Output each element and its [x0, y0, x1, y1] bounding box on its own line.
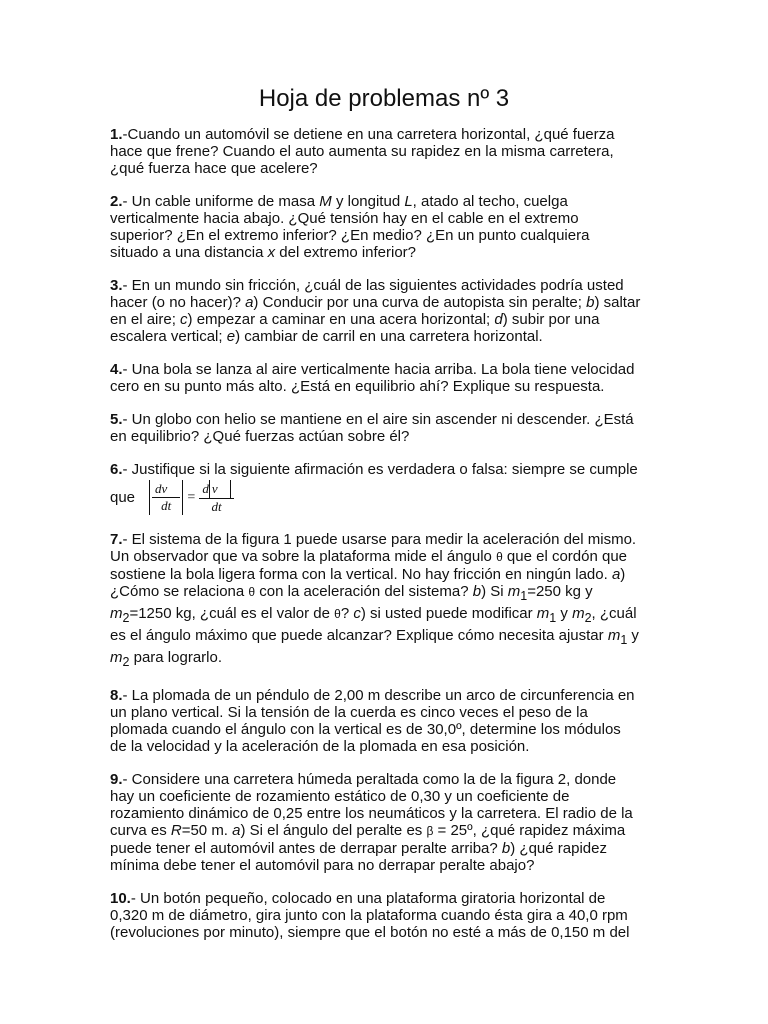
problem-number: 4.: [110, 361, 123, 378]
problem-text: ¿qué fuerza hace que acelere?: [110, 160, 318, 177]
absolute-value: $\frac{dv⃗}{dt}$: [149, 480, 183, 515]
problem-10: 10.- Un botón pequeño, colocado en una plataforma giratoria horizontal de 0,320 m de diámetro, gira junto con la plataforma cuando ésta gira a 40,0 rpm (revoluciones por minuto), siempre que el botón no esté a más de 0,150 m del: [110, 890, 670, 941]
problem-text: en equilibrio? ¿Qué fuerzas actúan sobre él?: [110, 428, 410, 445]
problem-text: -Cuando un automóvil se detiene en una carretera horizontal, ¿qué fuerza: [122, 126, 615, 143]
problem-text: plomada cuando el ángulo con la vertical es de 30,0º, determine los módulos: [110, 721, 621, 738]
problem-text: verticalmente hacia abajo. ¿Qué tensión hay en el cable en el extremo: [110, 210, 579, 227]
problem-number: 9.: [110, 771, 123, 788]
problem-text: (revoluciones por minuto), siempre que el botón no esté a más de 0,150 m del: [110, 924, 630, 941]
problem-1: [110, 126, 670, 177]
problem-number: 6.: [110, 461, 123, 478]
problem-text: rozamiento dinámico de 0,25 entre los neumáticos y la carretera. El radio de la: [110, 805, 633, 822]
problem-3: 3.- En un mundo sin fricción, ¿cuál de las siguientes actividades podría usted hacer (o no hacer)? a) Conducir por una curva de autopista sin peralte; b) saltar en el aire; c) empezar a caminar en una acera horizontal; d) subir por una escalera vertical; e) cambiar de carril en una carretera horizontal.: [110, 277, 641, 345]
problem-number: 10.: [110, 890, 131, 907]
problem-6: 6.- Justifique si la siguiente afirmación es verdadera o falsa: siempre se cumple que $\frac{dv⃗}{dt}$ = d v⃗ dt: [110, 461, 670, 515]
page-title: Hoja de problemas nº 3: [258, 85, 510, 112]
problem-8: 8.- La plomada de un péndulo de 2,00 m describe un arco de circunferencia en un plano vertical. Si la tensión de la cuerda es cinco veces el peso de la plomada cuando el ángulo con la vertical es de 30,0º, determine los módulos de la velocidad y la aceleración de la plomada en esa posición.: [110, 687, 670, 755]
problem-text: de la velocidad y la aceleración de la plomada en esa posición.: [110, 738, 530, 755]
problem-number: 5.: [110, 411, 123, 428]
problem-4: 4.- Una bola se lanza al aire verticalmente hacia arriba. La bola tiene velocidad cero en su punto más alto. ¿Está en equilibrio ahí? Explique su respuesta.: [110, 361, 670, 395]
problem-5: 5.- Un globo con helio se mantiene en el aire sin ascender ni descender. ¿Está en equilibrio? ¿Qué fuerzas actúan sobre él?: [110, 411, 670, 445]
problem-text: 0,320 m de diámetro, gira junto con la plataforma cuando ésta gira a 40,0 rpm: [110, 907, 628, 924]
problem-number: 2.: [110, 193, 123, 210]
problem-text: un plano vertical. Si la tensión de la cuerda es cinco veces el peso de la: [110, 704, 588, 721]
problem-number: 1.: [110, 126, 123, 143]
problem-text: cero en su punto más alto. ¿Está en equilibrio ahí? Explique su respuesta.: [110, 378, 605, 395]
problem-9: 9.- Considere una carretera húmeda peraltada como la de la figura 2, donde hay un coeficiente de rozamiento estático de 0,30 y un coeficiente de rozamiento dinámico de 0,25 entre los neumáticos y la carretera. El radio de la curva es R=50 m. a) Si el ángulo del peralte es β = 25º, ¿qué rapidez máxima puede tener el automóvil antes de derrapar peralte arriba? b) ¿qué rapidez mínima debe tener el automóvil para no derrapar peralte abajo?: [110, 771, 670, 874]
problem-list: [110, 126, 670, 957]
problem-text: hace que frene? Cuando el auto aumenta su rapidez en la misma carretera,: [110, 143, 614, 160]
problem-text: superior? ¿En el extremo inferior? ¿En medio? ¿En un punto cualquiera: [110, 227, 590, 244]
problem-7: 7.- El sistema de la figura 1 puede usarse para medir la aceleración del mismo. Un observador que va sobre la plataforma mide el ángulo θ que el cordón que sostiene la bola ligera forma con la vertical. No hay fricción en ningún lado. a) ¿Cómo se relaciona θ con la aceleración del sistema? b) Si $m_1=250$ kg y $m_2=1250$ kg, ¿cuál es el valor de θ? c) si usted puede modificar $m_1$ y $m_2$, ¿cuál es el ángulo máximo que puede alcanzar? Explique cómo necesita ajustar $m_1$ y $m_2$ para lograrlo.: [110, 531, 639, 669]
problem-2: 2.- Un cable uniforme de masa M y longitud L, atado al techo, cuelga verticalmente hacia abajo. ¿Qué tensión hay en el cable en el extremo superior? ¿En el extremo inferior? ¿En medio? ¿En un punto cualquiera situado a una distancia x del extremo inferior?: [110, 193, 670, 261]
formula-line: que $\frac{dv⃗}{dt}$ = d v⃗ dt: [110, 480, 670, 515]
problem-number: 8.: [110, 687, 123, 704]
derivative-formula: $\frac{dv⃗}{dt}$ = d v⃗ dt: [149, 480, 234, 515]
problem-number: 3.: [110, 277, 123, 294]
problem-number: 7.: [110, 531, 123, 548]
problem-text: hay un coeficiente de rozamiento estático de 0,30 y un coeficiente de: [110, 788, 570, 805]
problem-text: mínima debe tener el automóvil para no derrapar peralte abajo?: [110, 857, 535, 874]
